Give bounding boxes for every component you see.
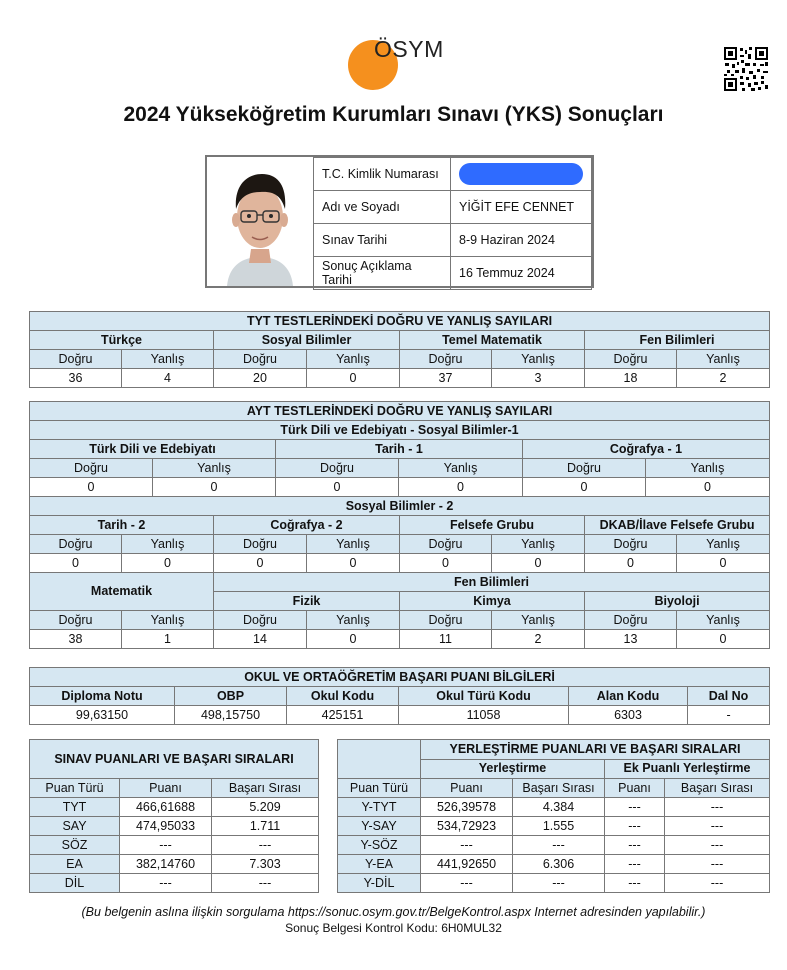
identity-row (314, 257, 592, 290)
okul-value: 11058 (399, 706, 569, 725)
qr-code (723, 46, 769, 92)
okul-header: Dal No (688, 687, 770, 706)
yanlis-header: Yanlış (153, 459, 276, 478)
basari-sirasi: --- (513, 836, 605, 855)
tyt-subject-name: Temel Matematik (400, 331, 585, 350)
ayt-dogru-value: 0 (523, 478, 646, 497)
ayt-dogru-value: 11 (400, 630, 492, 649)
ek-puan: --- (605, 855, 665, 874)
basari-sirasi: --- (513, 874, 605, 893)
basari-sirasi: 6.306 (513, 855, 605, 874)
ek-puan: --- (605, 874, 665, 893)
ayt-yanlis-value: 0 (399, 478, 523, 497)
tyt-yanlis-value: 4 (122, 369, 214, 388)
yerlestirme-blank-header (338, 740, 421, 779)
okul-value: 498,15750 (175, 706, 287, 725)
ayt-subject-name: Fizik (214, 592, 400, 611)
okul-value: 6303 (569, 706, 688, 725)
basari-sirasi: 5.209 (212, 798, 319, 817)
tyt-yanlis-value: 2 (677, 369, 770, 388)
yanlis-header: Yanlış (492, 535, 585, 554)
yanlis-header: Yanlış (492, 611, 585, 630)
ayt-yanlis-value: 0 (307, 630, 400, 649)
puan: --- (120, 836, 212, 855)
ayt-group2-table (29, 496, 770, 649)
dogru-header: Doğru (30, 611, 122, 630)
ek-basari-sirasi: --- (665, 874, 770, 893)
yanlis-header: Yanlış (492, 350, 585, 369)
yanlis-header: Yanlış (646, 459, 770, 478)
result-date-value: 16 Temmuz 2024 (451, 257, 592, 290)
puan-turu: Y-DİL (338, 874, 421, 893)
sinav-header: Puanı (120, 779, 212, 798)
ayt-yanlis-value: 0 (677, 554, 770, 573)
tyt-dogru-value: 18 (585, 369, 677, 388)
identity-row (314, 158, 592, 191)
ayt-dogru-value: 0 (30, 554, 122, 573)
identity-row (314, 191, 592, 224)
yanlis-header: Yanlış (399, 459, 523, 478)
puan: 526,39578 (421, 798, 513, 817)
osym-logo (348, 34, 458, 90)
portrait-image (207, 157, 313, 286)
ayt-subject-name: DKAB/İlave Felsefe Grubu (585, 516, 770, 535)
yerlestirme-header: Başarı Sırası (513, 779, 605, 798)
tyt-subject-name: Türkçe (30, 331, 214, 350)
sinav-puanlari-table (29, 739, 319, 893)
verification-note: (Bu belgenin aslına ilişkin sorgulama https://sonuc.osym.gov.tr/BelgeKontrol.aspx Internet adresinden yapılabilir.) (81, 905, 706, 919)
ayt-yanlis-value: 0 (677, 630, 770, 649)
puan: 534,72923 (421, 817, 513, 836)
ayt-dogru-value: 0 (585, 554, 677, 573)
dogru-header: Doğru (30, 350, 122, 369)
ayt-fen-title: Fen Bilimleri (214, 573, 770, 592)
ayt-subject-name: Coğrafya - 2 (214, 516, 400, 535)
dogru-header: Doğru (214, 350, 307, 369)
ayt-table (29, 401, 770, 497)
exam-date-value: 8-9 Haziran 2024 (451, 224, 592, 257)
puan: --- (421, 836, 513, 855)
ayt-yanlis-value: 0 (153, 478, 276, 497)
yanlis-header: Yanlış (122, 350, 214, 369)
yanlis-header: Yanlış (122, 535, 214, 554)
puan-turu: Y-TYT (338, 798, 421, 817)
ayt-dogru-value: 0 (214, 554, 307, 573)
okul-header: Okul Kodu (287, 687, 399, 706)
redaction-mask (459, 163, 583, 185)
yerlestirme-sub2: Ek Puanlı Yerleştirme (605, 759, 770, 779)
puan-turu: Y-EA (338, 855, 421, 874)
yanlis-header: Yanlış (307, 535, 400, 554)
okul-table (29, 667, 770, 725)
puan-turu: SÖZ (30, 836, 120, 855)
ayt-dogru-value: 0 (30, 478, 153, 497)
id-value (451, 158, 592, 191)
ayt-group1-title: Türk Dili ve Edebiyatı - Sosyal Bilimler-1 (30, 421, 770, 440)
ek-puan: --- (605, 836, 665, 855)
tyt-yanlis-value: 0 (307, 369, 400, 388)
basari-sirasi: 1.555 (513, 817, 605, 836)
dogru-header: Doğru (276, 459, 399, 478)
tyt-dogru-value: 20 (214, 369, 307, 388)
yerlestirme-header: Başarı Sırası (665, 779, 770, 798)
yanlis-header: Yanlış (307, 350, 400, 369)
ayt-subject-name: Felsefe Grubu (400, 516, 585, 535)
tyt-dogru-value: 36 (30, 369, 122, 388)
yerlestirme-header: Puanı (421, 779, 513, 798)
dogru-header: Doğru (585, 350, 677, 369)
dogru-header: Doğru (523, 459, 646, 478)
ayt-dogru-value: 0 (400, 554, 492, 573)
puan-turu: Y-SÖZ (338, 836, 421, 855)
ayt-subject-name: Coğrafya - 1 (523, 440, 770, 459)
identity-row (314, 224, 592, 257)
ayt-subject-name: Biyoloji (585, 592, 770, 611)
yanlis-header: Yanlış (677, 350, 770, 369)
ek-basari-sirasi: --- (665, 817, 770, 836)
basari-sirasi: 1.711 (212, 817, 319, 836)
okul-value: 99,63150 (30, 706, 175, 725)
sinav-title: SINAV PUANLARI VE BAŞARI SIRALARI (30, 740, 319, 779)
dogru-header: Doğru (214, 535, 307, 554)
basari-sirasi: 7.303 (212, 855, 319, 874)
ayt-subject-name: Matematik (30, 573, 214, 611)
okul-header: Alan Kodu (569, 687, 688, 706)
puan-turu: DİL (30, 874, 120, 893)
yerlestirme-title: YERLEŞTİRME PUANLARI VE BAŞARI SIRALARI (421, 740, 770, 760)
okul-header: OBP (175, 687, 287, 706)
ayt-yanlis-value: 0 (122, 554, 214, 573)
tyt-yanlis-value: 3 (492, 369, 585, 388)
ayt-dogru-value: 14 (214, 630, 307, 649)
dogru-header: Doğru (400, 535, 492, 554)
ek-puan: --- (605, 798, 665, 817)
control-code: Sonuç Belgesi Kontrol Kodu: 6H0MUL32 (285, 921, 502, 935)
logo-text: ÖSYM (374, 36, 444, 62)
dogru-header: Doğru (214, 611, 307, 630)
ayt-yanlis-value: 1 (122, 630, 214, 649)
puan-turu: TYT (30, 798, 120, 817)
tyt-subject-name: Fen Bilimleri (585, 331, 770, 350)
ek-basari-sirasi: --- (665, 798, 770, 817)
exam-date-label: Sınav Tarihi (314, 224, 451, 257)
okul-header: Okul Türü Kodu (399, 687, 569, 706)
okul-value: - (688, 706, 770, 725)
tyt-dogru-value: 37 (400, 369, 492, 388)
ayt-yanlis-value: 0 (646, 478, 770, 497)
okul-header: Diploma Notu (30, 687, 175, 706)
page-title: 2024 Yükseköğretim Kurumları Sınavı (YKS) Sonuçları (123, 103, 664, 126)
puan: 474,95033 (120, 817, 212, 836)
basari-sirasi: --- (212, 836, 319, 855)
yerlestirme-table (337, 739, 770, 893)
tyt-table (29, 311, 770, 388)
dogru-header: Doğru (400, 611, 492, 630)
name-label: Adı ve Soyadı (314, 191, 451, 224)
ek-basari-sirasi: --- (665, 836, 770, 855)
ayt-subject-name: Türk Dili ve Edebiyatı (30, 440, 276, 459)
dogru-header: Doğru (400, 350, 492, 369)
yerlestirme-header: Puan Türü (338, 779, 421, 798)
yerlestirme-header: Puanı (605, 779, 665, 798)
puan-turu: EA (30, 855, 120, 874)
dogru-header: Doğru (585, 611, 677, 630)
ayt-title: AYT TESTLERİNDEKİ DOĞRU VE YANLIŞ SAYILARI (30, 402, 770, 421)
sinav-header: Başarı Sırası (212, 779, 319, 798)
identity-box (205, 155, 594, 288)
ek-basari-sirasi: --- (665, 855, 770, 874)
yanlis-header: Yanlış (307, 611, 400, 630)
ayt-dogru-value: 13 (585, 630, 677, 649)
puan: 466,61688 (120, 798, 212, 817)
ayt-yanlis-value: 0 (307, 554, 400, 573)
puan: --- (120, 874, 212, 893)
yanlis-header: Yanlış (677, 535, 770, 554)
sinav-header: Puan Türü (30, 779, 120, 798)
name-value: YİĞİT EFE CENNET (451, 191, 592, 224)
okul-value: 425151 (287, 706, 399, 725)
puan: 441,92650 (421, 855, 513, 874)
ayt-subject-name: Tarih - 2 (30, 516, 214, 535)
ayt-yanlis-value: 0 (492, 554, 585, 573)
yerlestirme-sub1: Yerleştirme (421, 759, 605, 779)
okul-title: OKUL VE ORTAÖĞRETİM BAŞARI PUANI BİLGİLERİ (30, 668, 770, 687)
dogru-header: Doğru (30, 535, 122, 554)
ayt-subject-name: Tarih - 1 (276, 440, 523, 459)
ayt-dogru-value: 0 (276, 478, 399, 497)
puan: 382,14760 (120, 855, 212, 874)
puan: --- (421, 874, 513, 893)
basari-sirasi: 4.384 (513, 798, 605, 817)
ayt-subject-name: Kimya (400, 592, 585, 611)
ayt-group2-title: Sosyal Bilimler - 2 (30, 497, 770, 516)
puan-turu: Y-SAY (338, 817, 421, 836)
ayt-yanlis-value: 2 (492, 630, 585, 649)
dogru-header: Doğru (585, 535, 677, 554)
ek-puan: --- (605, 817, 665, 836)
puan-turu: SAY (30, 817, 120, 836)
ayt-dogru-value: 38 (30, 630, 122, 649)
basari-sirasi: --- (212, 874, 319, 893)
yanlis-header: Yanlış (677, 611, 770, 630)
result-date-label: Sonuç Açıklama Tarihi (314, 257, 451, 290)
tyt-title: TYT TESTLERİNDEKİ DOĞRU VE YANLIŞ SAYILARI (30, 312, 770, 331)
id-label: T.C. Kimlik Numarası (314, 158, 451, 191)
tyt-subject-name: Sosyal Bilimler (214, 331, 400, 350)
identity-table (313, 157, 592, 290)
yanlis-header: Yanlış (122, 611, 214, 630)
candidate-photo (207, 157, 314, 286)
dogru-header: Doğru (30, 459, 153, 478)
